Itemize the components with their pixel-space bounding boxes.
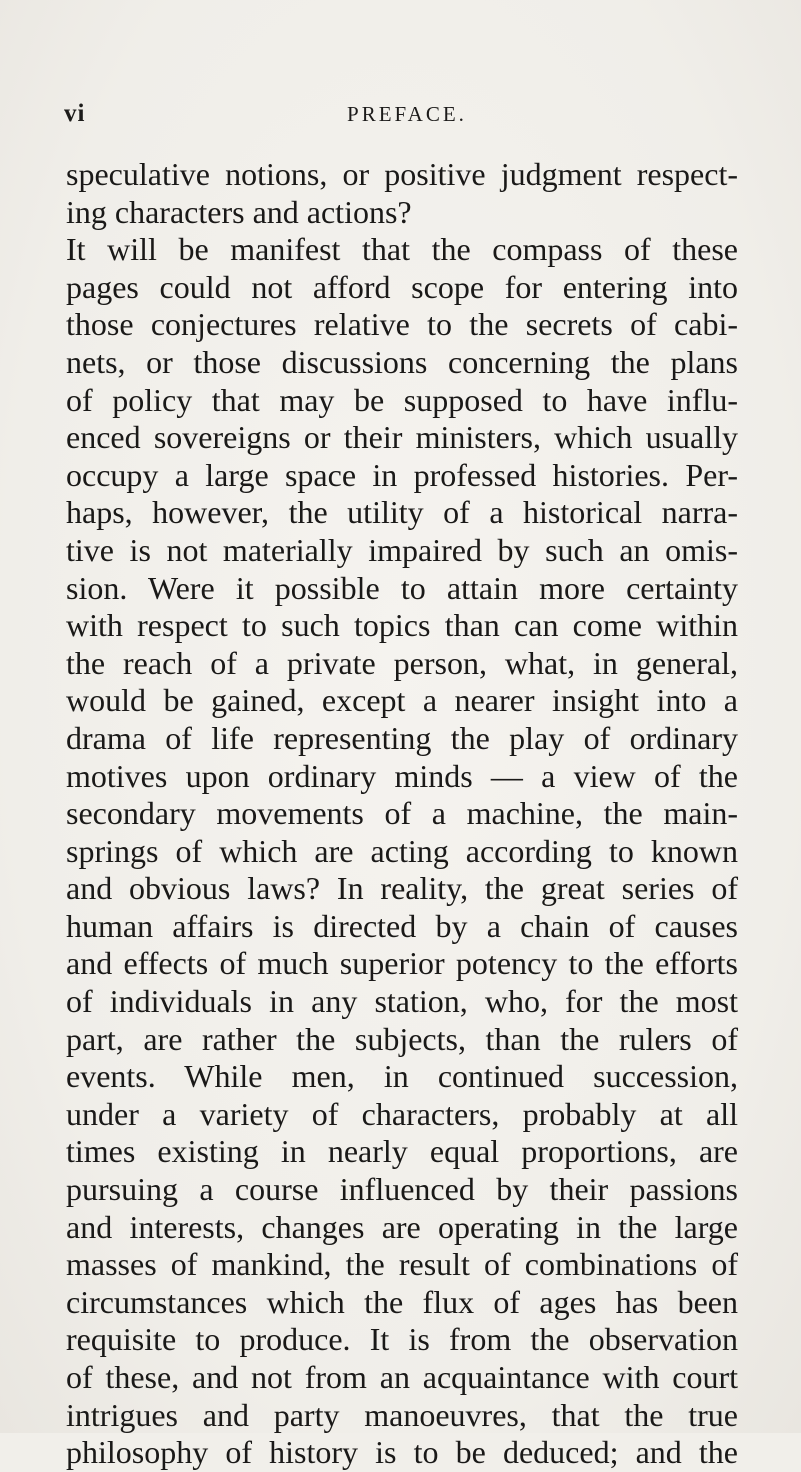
- text-line: would be gained, except a nearer insight into a: [66, 682, 738, 719]
- text-line: and effects of much superior potency to the efforts: [66, 945, 738, 982]
- text-line: haps, however, the utility of a historical narra-: [66, 494, 738, 531]
- text-line: springs of which are acting according to known: [66, 832, 738, 869]
- text-line: and obvious laws? In reality, the great series of: [66, 870, 738, 907]
- text-line: of these, and not from an acquaintance with court: [66, 1359, 738, 1395]
- text-line: circumstances which the flux of ages has been: [66, 1283, 738, 1320]
- text-line: secondary movements of a machine, the main-: [66, 795, 738, 832]
- text-line: nets, or those discussions concerning the plans: [66, 343, 738, 380]
- body-text: [66, 156, 738, 1472]
- text-line: of policy that may be supposed to have influ-: [66, 381, 738, 418]
- text-line: masses of mankind, the result of combinations of: [66, 1246, 738, 1283]
- text-line: occupy a large space in professed histories. Per-: [66, 456, 738, 493]
- text-line: tive is not materially impaired by such an omis-: [66, 531, 738, 568]
- text-line: It will be manifest that the compass of these: [66, 231, 738, 268]
- text-line: with respect to such topics than can come within: [66, 607, 738, 644]
- text-line: drama of life representing the play of ordinary: [66, 719, 738, 756]
- text-line: the reach of a private person, what, in general,: [66, 644, 738, 681]
- text-line: human affairs is directed by a chain of causes: [66, 907, 738, 944]
- text-line: requisite to produce. It is from the observation: [66, 1321, 738, 1358]
- text-line: ing characters and actions?: [66, 193, 412, 230]
- text-line: under a variety of characters, probably at all: [66, 1095, 738, 1132]
- running-head: [64, 96, 736, 136]
- text-line: those conjectures relative to the secrets of cabi-: [66, 306, 738, 343]
- text-line: speculative notions, or positive judgment respect-: [66, 156, 738, 192]
- text-line: pursuing a course influenced by their passions: [66, 1171, 738, 1208]
- text-line: and interests, changes are operating in the large: [66, 1208, 738, 1245]
- text-line: intrigues and party manoeuvres, that the true: [66, 1396, 738, 1433]
- text-line: sion. Were it possible to attain more certainty: [66, 569, 738, 606]
- page-number: vi: [64, 100, 86, 127]
- text-line: events. While men, in continued succession,: [66, 1058, 738, 1095]
- text-line: of individuals in any station, who, for the most: [66, 983, 738, 1020]
- text-line: enced sovereigns or their ministers, which usually: [66, 419, 738, 456]
- text-line: pages could not afford scope for entering into: [66, 268, 738, 305]
- text-line: philosophy of history is to be deduced; and the: [66, 1434, 738, 1471]
- text-line: times existing in nearly equal proportions, are: [66, 1133, 738, 1170]
- text-line: part, are rather the subjects, than the rulers of: [66, 1020, 738, 1057]
- text-line: motives upon ordinary minds — a view of the: [66, 757, 738, 794]
- running-title: PREFACE.: [347, 102, 467, 126]
